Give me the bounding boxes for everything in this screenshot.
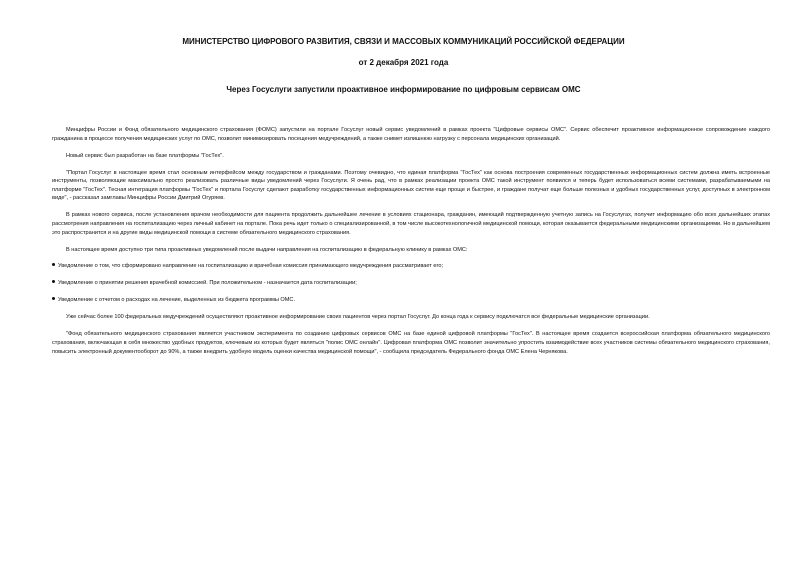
bullet-text: Уведомление о принятии решения врачебной комиссией. При положительном - назначается дата госпитализации; (58, 280, 357, 287)
bullet-dot-icon (52, 280, 55, 283)
paragraph: "Портал Госуслуг в настоящее время стал основным интерфейсом между государством и гражданами. Поэтому очевидно, что единая платформа "ГосТех" как основа построения современных государственных информационных систем должна иметь встроенные инструменты, позволяющие максимально просто реализовать различные виды уведомлений через Госуслуги. Я очень рад, что в рамках реализации проекта ОМС такой инструмент появился и теперь будет использоваться всеми системами, разрабатываемыми на платформе "ГосТех". Тесная интеграция платформы "ГосТех" и портала Госуслуг сделают разработку государственных информационных систем еще проще и быстрее, и граждане получат еще больше полезных и удобных государственных услуг, доступных в электронном виде", - рассказал замглавы Минцифры России Дмитрий Огуряев. (52, 169, 770, 202)
document-body (52, 126, 770, 365)
document-title: Через Госуслуги запустили проактивное информирование по цифровым сервисам ОМС (226, 85, 581, 94)
document-date: от 2 декабря 2021 года (358, 58, 449, 67)
bullet-text: Уведомление о том, что сформировано направление на госпитализацию и врачебная комиссия принимающего медучреждения рассматривает его; (58, 263, 444, 270)
paragraph: В настоящее время доступно три типа проактивных уведомлений после выдачи направления на госпитализацию в федеральную клинику в рамках ОМС: (66, 246, 468, 253)
bullet-dot-icon (52, 297, 55, 300)
paragraph: Новый сервис был разработан на базе платформы "ГосТех". (66, 152, 224, 159)
bullet-item (52, 262, 770, 271)
ministry-heading: МИНИСТЕРСТВО ЦИФРОВОГО РАЗВИТИЯ, СВЯЗИ И МАССОВЫХ КОММУНИКАЦИЙ РОССИЙСКОЙ ФЕДЕРАЦИИ (182, 37, 625, 46)
paragraph: Минцифры России и Фонд обязательного медицинского страхования (ФОМС) запустили на портале Госуслуг новый сервис уведомлений в рамках проекта "Цифровые сервисы ОМС". Сервис обеспечит проактивное информационное сопровождение каждого гражданина в процессе получения медицинских услуг по ОМС, позволит минимизировать посещения медучреждений, а также снимет излишнюю нагрузку с персонала медицинских организаций. (52, 127, 770, 142)
paragraph: "Фонд обязательного медицинского страхования является участником эксперимента по созданию цифровых сервисов ОМС на базе единой цифровой платформы "ГосТех". В настоящее время создается всероссийская платформа обязательного медицинского страхования, включающая в себя множество удобных продуктов, ключевым из которых будет являться "полис ОМС онлайн". Цифровая платформа ОМС позволит значительно упростить взаимодействие всех участников системы обязательного медицинского страхования, повысить электронный документооборот до 90%, а также внедрить удобную модель оценки качества медицинской помощи", - сообщила председатель Федерального фонда ОМС Елена Чернякова. (52, 331, 770, 355)
paragraph: В рамках нового сервиса, после установления врачом необходимости для пациента продолжить дальнейшее лечение в условиях стационара, гражданин, имеющий подтвержденную учетную запись на Госуслугах, получит информацию обо всех дальнейших этапах рассмотрения направления на госпитализацию через личный кабинет на портале. Пока речь идет только о специализированной, в том числе высокотехнологичной медицинской помощи, которая оказывается федеральными медицинскими организациями. Но в дальнейшем это распространится и на другие виды медицинской помощи в системе обязательного медицинского страхования. (52, 212, 770, 236)
bullet-item (52, 279, 770, 288)
bullet-item (52, 296, 770, 305)
bullet-text: Уведомление с отчетом о расходах на лечение, выделенных из бюджета программы ОМС. (58, 297, 295, 304)
bullet-dot-icon (52, 263, 55, 266)
paragraph: Уже сейчас более 100 федеральных медучреждений осуществляют проактивное информирование своих пациентов через портал Госуслуг. До конца года к сервису подключатся все федеральные медицинские организации. (66, 314, 650, 321)
